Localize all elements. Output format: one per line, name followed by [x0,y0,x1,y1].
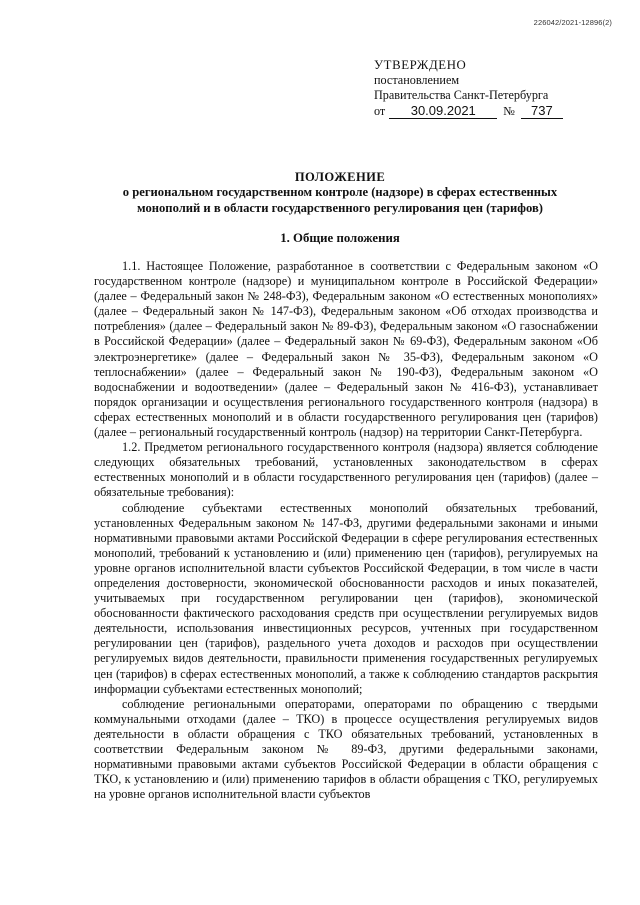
section-title: 1. Общие положения [280,231,400,245]
approval-from-label: от [374,103,386,118]
approval-date-row [374,104,614,119]
title-line-1: о региональном государственном контроле (надзоре) в сферах естественных [122,185,558,200]
title-main: ПОЛОЖЕНИЕ [294,170,386,184]
approval-line-2: Правительства Санкт-Петербурга [374,88,549,103]
paragraph: соблюдение региональными операторами, операторами по обращению с твердыми коммунальными отходами (далее – ТКО) в процессе осуществления регулируемых видов деятельности в области обращения с ТКО обязательных требований, установленных в соответствии Федеральным законом № 89-ФЗ, другими федеральными законами, нормативными правовыми актами субъектов Российской Федерации в области обращения с ТКО, к установлению и (или) применению тарифов в области обращения с ТКО, регулируемых на уровне органов исполнительной власти субъектов [94,696,598,802]
approval-date: 30.09.2021 [389,104,497,119]
title-line-2: монополий и в области государственного регулирования цен (тарифов) [137,200,543,215]
paragraph: 1.1. Настоящее Положение, разработанное в соответствии с Федеральным законом «О государственном контроле (надзоре) и муниципальном контроле в Российской Федерации» (далее – Федеральный закон № 248-ФЗ), Федеральным законом «О естественных монополиях» (далее – Федеральный закон № 147-ФЗ), Федеральным законом «Об отходах производства и потребления» (далее – Федеральный закон № 89-ФЗ), Федеральным законом «О газоснабжении в Российской Федерации» (далее – Федеральный закон № 69-ФЗ), Федеральным законом «Об электроэнергетике» (далее – Федеральный закон № 35-ФЗ), Федеральным законом «О теплоснабжении» (далее – Федеральный закон № 190-ФЗ), Федеральным законом «О водоснабжении и водоотведении» (далее – Федеральный закон № 416-ФЗ), устанавливает порядок организации и осуществления регионального государственного контроля (надзора) в сферах естественных монополий и в области государственного регулирования цен (тарифов) (далее – региональный государственный контроль (надзор) на территории Санкт-Петербурга. [94,259,598,440]
paragraph: соблюдение субъектами естественных монополий обязательных требований, установленных Федеральным законом № 147-ФЗ, другими федеральными законами и иными нормативными правовыми актами Российской Федерации в сфере регулирования естественных монополий, требований к установлению и (или) применению цен (тарифов), регулируемых на уровне органов исполнительной власти субъектов Российской Федерации, в том числе в части определения достоверности, экономической обоснованности расходов и иных показателей, учитываемых при государственном регулировании цен (тарифов), экономической обоснованности фактического расходования средств при осуществлении регулируемых видов деятельности, использования инвестиционных ресурсов, учтенных при государственном регулировании цен (тарифов), раздельного учета доходов и расходов при осуществлении регулируемых видов деятельности, правильности применения государственных регулируемых цен (тарифов) в сферах естественных монополий, а также к соблюдению стандартов раскрытия информации субъектами естественных монополий; [94,500,598,696]
approval-stamp [374,58,614,119]
paragraph: 1.2. Предметом регионального государственного контроля (надзора) является соблюдение следующих обязательных требований, установленных законодательством в сферах естественных монополий и в области государственного регулирования цен (тарифов) (далее – обязательные требования): [94,440,598,500]
document-title [60,170,620,216]
approval-title: УТВЕРЖДЕНО [374,58,467,72]
approval-number: 737 [521,104,563,119]
approval-line-1: постановлением [374,73,460,88]
document-body [94,259,598,802]
approval-number-label: № [503,103,515,118]
document-number: 226042/2021-12896(2) [533,18,612,27]
